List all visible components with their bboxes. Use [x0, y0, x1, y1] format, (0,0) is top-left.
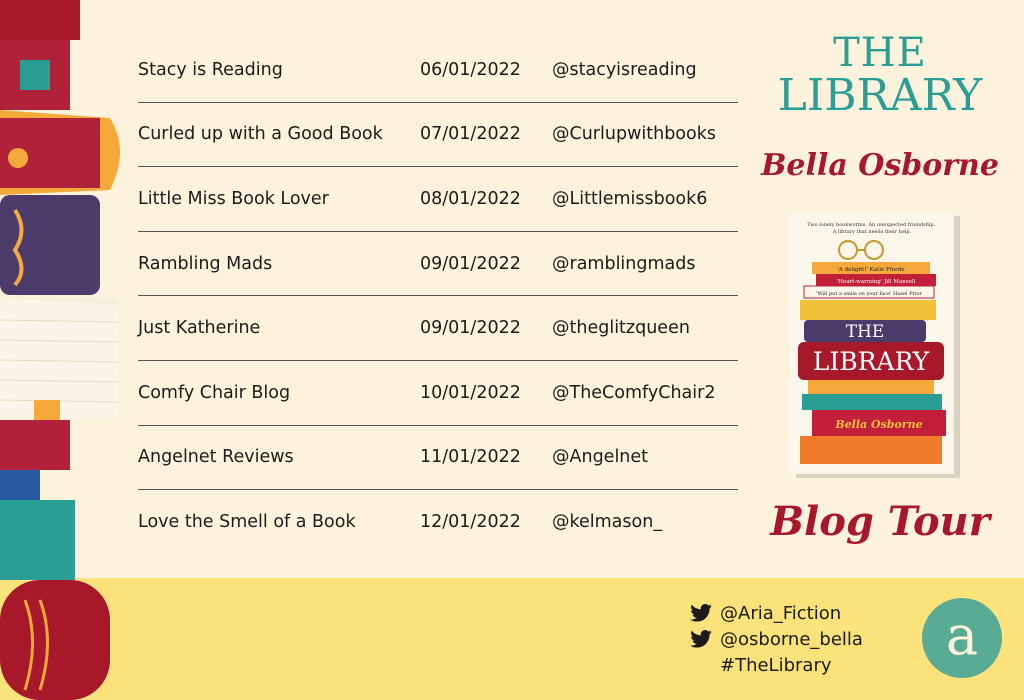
twitter-icon	[690, 630, 712, 648]
aria-logo-letter: a	[945, 604, 979, 667]
book-stack-illustration	[0, 0, 130, 700]
table-row	[138, 296, 738, 361]
blog-name: Little Miss Book Lover	[138, 188, 329, 209]
cover-quote-1: 'A delight!' Katie Fforde	[837, 267, 905, 273]
tour-date: 08/01/2022	[420, 188, 521, 209]
book-cover-image	[790, 212, 962, 478]
blog-handle: @ramblingmads	[552, 253, 696, 274]
cover-title-the: THE	[845, 322, 885, 342]
title-the: THE	[833, 30, 927, 76]
tour-date: 07/01/2022	[420, 124, 521, 145]
cover-tagline-line: Two lonely bookworms. An unexpected friendship.	[807, 222, 936, 228]
social-row	[690, 600, 863, 626]
author-handle[interactable]: @osborne_bella	[720, 628, 863, 650]
table-row	[138, 490, 738, 555]
twitter-icon	[690, 604, 712, 622]
blog-handle: @Curlupwithbooks	[552, 124, 716, 145]
blog-name: Curled up with a Good Book	[138, 124, 383, 145]
table-row	[138, 426, 738, 491]
aria-logo	[922, 598, 1002, 678]
tour-date: 12/01/2022	[420, 512, 521, 533]
table-row	[138, 167, 738, 232]
title-library: LIBRARY	[777, 70, 983, 121]
blog-name: Comfy Chair Blog	[138, 382, 291, 403]
aria-handle[interactable]: @Aria_Fiction	[720, 602, 842, 624]
blog-handle: @stacyisreading	[552, 59, 697, 80]
tour-schedule-table	[138, 38, 738, 555]
table-row	[138, 38, 738, 103]
blog-handle: @Littlemissbook6	[552, 188, 708, 209]
blog-handle: @Angelnet	[552, 447, 649, 468]
blog-name: Rambling Mads	[138, 253, 273, 274]
social-links	[690, 600, 863, 678]
bottom-band	[0, 578, 1024, 700]
tour-date: 06/01/2022	[420, 59, 521, 80]
cover-quote-3: 'Will put a smile on your face' Hazel Prior	[816, 291, 922, 297]
author-name: Bella Osborne	[761, 148, 999, 183]
tour-date: 10/01/2022	[420, 382, 521, 403]
blog-handle: @TheComfyChair2	[552, 382, 716, 403]
social-row	[690, 626, 863, 652]
hashtag[interactable]: #TheLibrary	[720, 654, 832, 676]
cover-author: Bella Osborne	[835, 418, 923, 431]
table-row	[138, 103, 738, 168]
blog-tour-banner: Blog Tour	[770, 498, 990, 545]
cover-tagline-line: A library that needs their help.	[832, 229, 912, 235]
blog-handle: @kelmason_	[552, 512, 663, 533]
tour-date: 09/01/2022	[420, 253, 521, 274]
cover-quote-2: 'Heart-warming' Jill Mansell	[836, 279, 916, 285]
blog-name: Angelnet Reviews	[138, 447, 294, 468]
tour-date: 11/01/2022	[420, 447, 521, 468]
blog-handle: @theglitzqueen	[552, 318, 690, 339]
social-row	[690, 652, 863, 678]
blog-name: Just Katherine	[138, 318, 261, 339]
tour-date: 09/01/2022	[420, 318, 521, 339]
table-row	[138, 232, 738, 297]
cover-title-library: LIBRARY	[812, 347, 930, 376]
blog-name: Love the Smell of a Book	[138, 512, 356, 533]
blog-name: Stacy is Reading	[138, 59, 283, 80]
table-row	[138, 361, 738, 426]
